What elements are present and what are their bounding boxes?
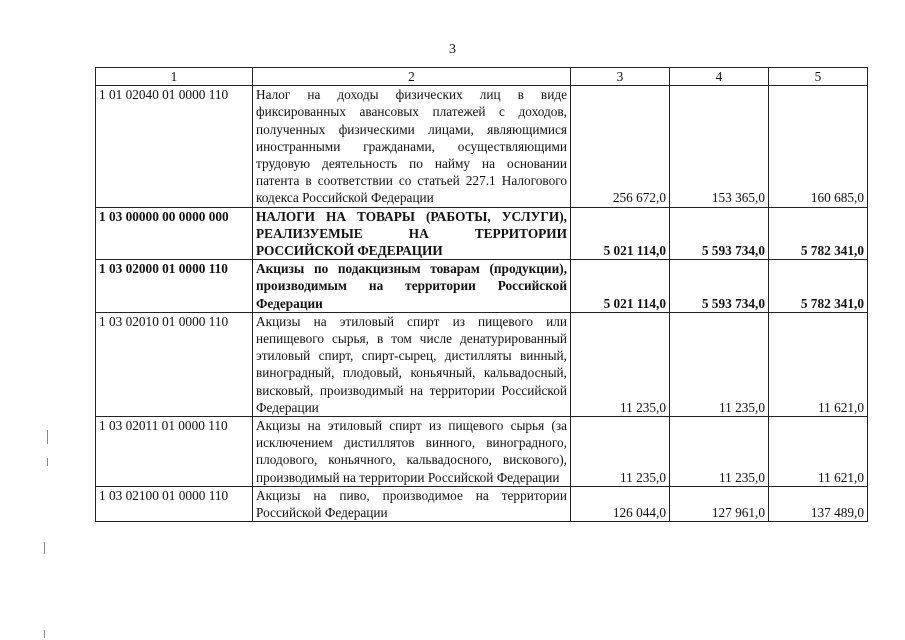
amount-col4: 153 365,0	[670, 86, 769, 207]
table-row	[96, 86, 868, 207]
table-header-row	[96, 68, 868, 86]
scan-mark	[44, 630, 45, 638]
budget-code: 1 03 00000 00 0000 000	[96, 207, 253, 260]
scan-mark	[44, 542, 45, 554]
column-header: 5	[769, 68, 868, 86]
revenue-name: Акцизы по подакцизным товарам (продукции), производимым на территории Российской Федерации	[253, 260, 571, 313]
amount-col3: 5 021 114,0	[571, 207, 670, 260]
revenue-name: Акцизы на этиловый спирт из пищевого или непищевого сырья, в том числе денатурированный этиловый спирт, спирт-сырец, дистилляты винный, виноградный, плодовый, коньячный, кальвадосный, висковый, производимый на территории Российской Федерации	[253, 312, 571, 416]
amount-col5: 11 621,0	[769, 312, 868, 416]
column-header: 1	[96, 68, 253, 86]
amount-col4: 11 235,0	[670, 417, 769, 487]
budget-code: 1 03 02100 01 0000 110	[96, 486, 253, 521]
budget-code: 1 03 02000 01 0000 110	[96, 260, 253, 313]
amount-col5: 11 621,0	[769, 417, 868, 487]
table-row	[96, 312, 868, 416]
amount-col3: 11 235,0	[571, 312, 670, 416]
amount-col4: 5 593 734,0	[670, 260, 769, 313]
column-header: 3	[571, 68, 670, 86]
column-header: 4	[670, 68, 769, 86]
scan-mark	[47, 458, 48, 466]
revenue-name: Налог на доходы физических лиц в виде фиксированных авансовых платежей с доходов, полученных физическими лицами, являющимися иностранными гражданами, осуществляющими трудовую деятельность по найму на основании патента в соответствии со статьей 227.1 Налогового кодекса Российской Федерации	[253, 86, 571, 207]
budget-code: 1 01 02040 01 0000 110	[96, 86, 253, 207]
table-row	[96, 260, 868, 313]
amount-col5: 160 685,0	[769, 86, 868, 207]
budget-code: 1 03 02010 01 0000 110	[96, 312, 253, 416]
amount-col5: 137 489,0	[769, 486, 868, 521]
amount-col5: 5 782 341,0	[769, 207, 868, 260]
revenue-name: Акцизы на этиловый спирт из пищевого сырья (за исключением дистиллятов винного, виноградного, плодового, коньячного, кальвадосного, вискового), производимый на территории Российской Федерации	[253, 417, 571, 487]
table-row	[96, 486, 868, 521]
amount-col3: 126 044,0	[571, 486, 670, 521]
revenue-table	[95, 67, 868, 522]
scan-mark	[47, 430, 48, 444]
amount-col3: 5 021 114,0	[571, 260, 670, 313]
amount-col4: 5 593 734,0	[670, 207, 769, 260]
table-row	[96, 417, 868, 487]
amount-col3: 256 672,0	[571, 86, 670, 207]
table-row	[96, 207, 868, 260]
budget-code: 1 03 02011 01 0000 110	[96, 417, 253, 487]
revenue-name: Акцизы на пиво, производимое на территории Российской Федерации	[253, 486, 571, 521]
amount-col4: 127 961,0	[670, 486, 769, 521]
amount-col3: 11 235,0	[571, 417, 670, 487]
revenue-name: НАЛОГИ НА ТОВАРЫ (РАБОТЫ, УСЛУГИ), РЕАЛИЗУЕМЫЕ НА ТЕРРИТОРИИ РОССИЙСКОЙ ФЕДЕРАЦИИ	[253, 207, 571, 260]
amount-col5: 5 782 341,0	[769, 260, 868, 313]
amount-col4: 11 235,0	[670, 312, 769, 416]
page-number: 3	[449, 42, 456, 57]
column-header: 2	[253, 68, 571, 86]
